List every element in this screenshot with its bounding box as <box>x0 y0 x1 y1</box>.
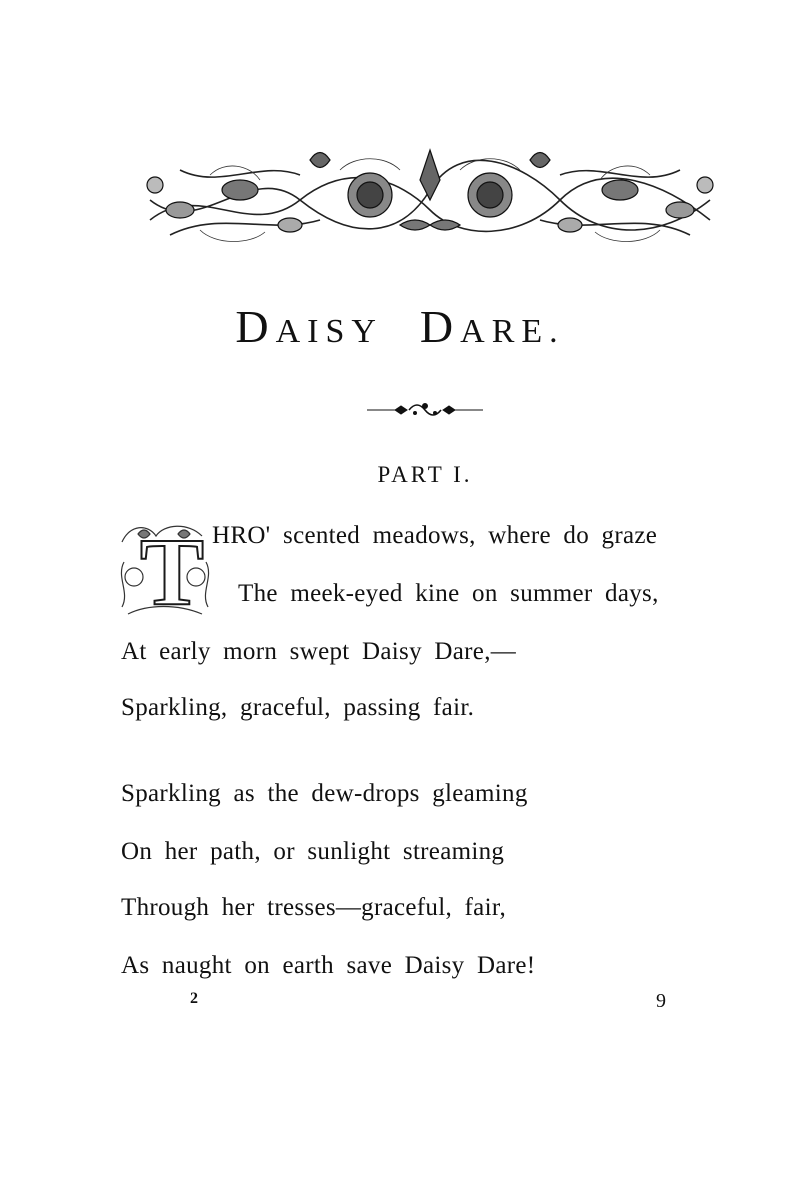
stanza-2-line-2: On her path, or sunlight streaming <box>121 838 505 865</box>
stanza-1-line-2: The meek-eyed kine on summer days, <box>238 580 659 607</box>
title-rest-1: AISY <box>275 313 383 350</box>
drop-cap-letter: T <box>140 518 205 625</box>
signature-mark: 2 <box>190 990 198 1007</box>
stanza-2-line-4: As naught on earth save Daisy Dare! <box>121 952 536 979</box>
floral-headpiece-icon <box>140 140 720 250</box>
stanza-1-line-4: Sparkling, graceful, passing fair. <box>121 694 475 721</box>
title-initial-1: D <box>235 301 276 352</box>
drop-cap <box>118 518 212 625</box>
part-heading: PART I. <box>377 462 473 487</box>
stanza-1-line-3: At early morn swept Daisy Dare,— <box>121 638 517 665</box>
title-rest-2: ARE. <box>460 313 565 350</box>
stanza-2-line-1: Sparkling as the dew-drops gleaming <box>121 780 528 807</box>
poem-title <box>0 300 800 353</box>
title-initial-2: D <box>419 301 461 352</box>
page-number: 9 <box>656 990 666 1012</box>
stanza-1-line-1: HRO' scented meadows, where do graze <box>212 522 658 549</box>
stanza-2-line-3: Through her tresses—graceful, fair, <box>121 894 506 921</box>
ornamental-rule-icon <box>365 398 485 420</box>
